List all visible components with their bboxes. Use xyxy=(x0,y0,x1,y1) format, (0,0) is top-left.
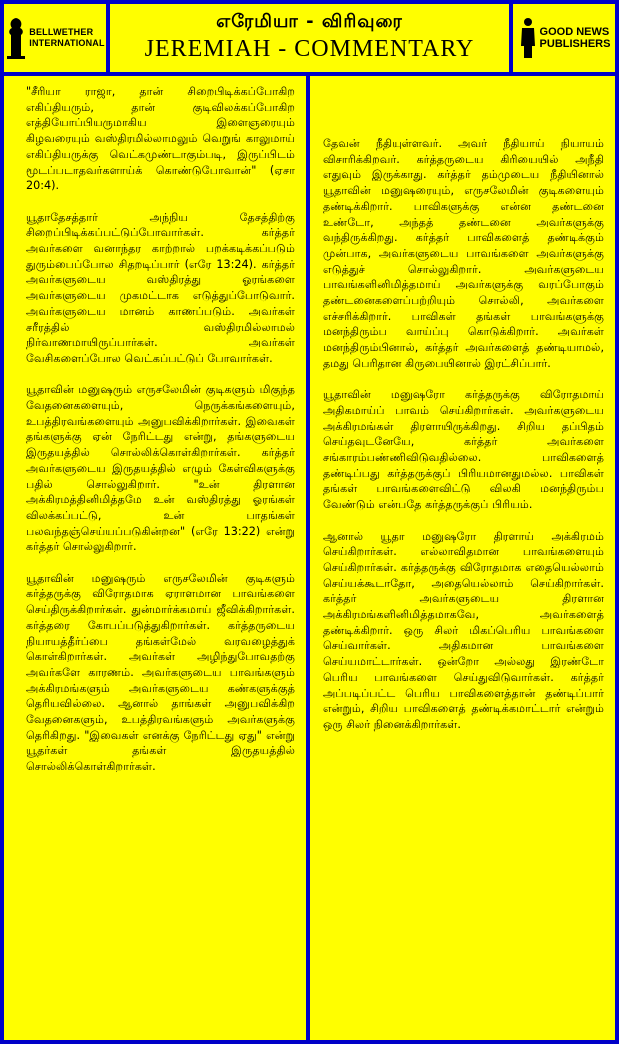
publisher-figure-icon xyxy=(518,16,538,60)
logo-left-line2: INTERNATIONAL xyxy=(29,38,105,48)
left-paragraph-4: யூதாவின் மனுஷரும் எருசலேமின் குடிகளும் கர்த்தருக்கு விரோதமாக ஏராளமான பாவங்களை செய்திருக்கிறார்கள். துன்மார்க்கமாய் ஜீவிக்கிறார்கள். கர்த்தரை கோபப்படுத்துகிறார்கள். கர்த்தருடைய நியாயத்தீர்ப்பை தங்கள்மேல் வரவழைத்துக் கொள்கிறார்கள். அவர்கள் அழிந்துபோவதற்கு அவர்களே காரணம். அவர்களுடைய பாவங்களும் அக்கிரமங்களும் அவர்களுடைய கண்களுக்குத் தெரியவில்லை. ஆனால் தாங்கள் அனுபவிக்கிற வேதனைகளும், உபத்திரவங்களும் அவர்களுக்கு தெரிகிறது. "இவைகள் எனக்கு நேரிட்டது ஏது" என்று யூதர்கள் தங்கள் இருதயத்தில் சொல்லிக்கொள்கிறார்கள். xyxy=(26,571,295,774)
good-news-logo xyxy=(513,4,615,72)
logo-right-line1: GOOD NEWS xyxy=(539,26,610,38)
bellwether-logo xyxy=(4,4,106,72)
right-paragraph-2: யூதாவின் மனுஷரோ கர்த்தருக்கு விரோதமாய் அதிகமாய்ப் பாவம் செய்கிறார்கள். அவர்களுடைய அக்கிரமங்கள் திரளாயிருக்கிறது. சிறிய தப்பிதம் செய்தவுடனேயே, கர்த்தர் அவர்களை சங்காரம்பண்ணிவிடுவதில்லை. பாவிகளைத் தண்டிப்பது கர்த்தருக்குப் பிரியமானதுமல்ல. பாவிகள் தங்கள் பாவங்களைவிட்டு விலகி மனந்திரும்ப வேண்டும் என்பதே கர்த்தருக்குப் பிரியம். xyxy=(323,388,604,512)
right-column xyxy=(310,76,615,1040)
title-tamil: எரேமியா - விரிவுரை xyxy=(216,11,403,32)
logo-right-line2: PUBLISHERS xyxy=(539,38,611,50)
logo-left-line1: BELLWETHER xyxy=(29,27,94,37)
right-paragraph-1: தேவன் நீதியுள்ளவர். அவர் நீதியாய் நியாயம் விசாரிக்கிறவர். கர்த்தருடைய கிரியையில் அநீதி எதுவும் இருக்காது. கர்த்தர் தம்முடைய நீதியினால் யூதாவின் மனுஷரையும், எருசலேமின் குடிகளையும் தண்டிக்கிறார். பாவிகளுக்கு என்ன தண்டனை உண்டோ, அந்தத் தண்டனை அவர்களுக்கு வந்திருக்கிறது. கர்த்தர் பாவிகளைத் தண்டிக்கும் முன்பாக, அவர்களுடைய பாவங்களை அவர்களுக்கு எடுத்துச் சொல்லுகிறார். அவர்களுடைய பாவங்களினிமித்தமாய் அவர்களுக்கு வரப்போகும் தண்டனைகளைப்பற்றியும் சொல்லி, அவர்களை எச்சரிக்கிறார். பாவிகள் தங்கள் பாவங்களுக்கு மனந்திரும்ப வாய்ப்பு கொடுக்கிறார். அவர்கள் மனந்திரும்பினால், கர்த்தர் அவர்களைத் தண்டியாமல், தமது பெரிதான கிருபையினால் இரட்சிப்பார். xyxy=(323,137,604,370)
bellwether-ram-icon xyxy=(5,16,27,60)
header-title xyxy=(110,4,509,72)
left-paragraph-1: "சீரியா ராஜா, தான் சிறைபிடிக்கப்போகிற எகிப்தியரும், தான் குடிவிலக்கப்போகிற எத்தியோப்பியருமாகிய இளைஞரையும் கிழவரையும் வஸ்திரமில்லாமலும் வெறுங் காலுமாய் எகிப்தியருக்கு வெட்கமுண்டாகும்படி, இருப்பிடம் மூடப்படாதவர்களாய்க் கொண்டுபோவான்" (ஏசா 20:4). xyxy=(26,85,295,193)
title-english: JEREMIAH - COMMENTARY xyxy=(144,36,475,62)
right-paragraph-3: ஆனால் யூதா மனுஷரோ திரளாய் அக்கிரமம் செய்கிறார்கள். எல்லாவிதமான பாவங்களையும் செய்கிறார்கள். கர்த்தருக்கு விரோதமாக எதையெல்லாம் செய்யக்கூடாதோ, அதையெல்லாம் செய்கிறார்கள். கர்த்தர் அவர்களுடைய திரளான அக்கிரமங்களினிமித்தமாகவே, அவர்களைத் தண்டிக்கிறார். ஒரு சிலர் மிகப்பெரிய பாவங்களை செய்வார்கள். அதிகமான பாவங்களை செய்யமாட்டார்கள். ஒன்றோ அல்லது இரண்டோ பெரிய பாவங்களை செய்துவிடுவார்கள். கர்த்தர் அப்படிப்பட்ட பெரிய பாவிகளைத்தான் தண்டிப்பார் என்றும், சிறிய பாவிகளைத் தண்டிக்கமாட்டார் என்றும் ஒரு சிலர் நினைக்கிறார்கள். xyxy=(323,529,604,731)
left-paragraph-2: யூதாதேசத்தார் அந்நிய தேசத்திற்கு சிறைப்பிடிக்கப்பட்டுப்போவார்கள். கர்த்தர் அவர்களை வனாந்தர காற்றால் பறக்கடிக்கப்படும் துரும்பைப்போல சிதறடிப்பார் (எரே 13:24). கர்த்தர் அவர்களுடைய வஸ்திரத்து ஓரங்களை அவர்களுடைய முகமட்டாக எடுத்துப்போடுவார். அவர்களுடைய மானம் காணப்படும். அவர்கள் சரீரத்தில் வஸ்திரமில்லாமல் நிர்வாணமாயிருப்பார்கள். அவர்கள் வேசிகளைப்போல வெட்கப்பட்டுப் போவார்கள். xyxy=(26,210,295,365)
left-paragraph-3: யூதாவின் மனுஷரும் எருசலேமின் குடிகளும் மிகுந்த வேதனைகளையும், நெருக்கங்களையும், உபத்திரவங்களையும் அனுபவிக்கிறார்கள். இவைகள் தங்களுக்கு ஏன் நேரிட்டது என்று, தங்களுடைய இருதயத்தில் சொல்லிக்கொள்கிறார்கள். கர்த்தர் அவர்களுடைய இருதயத்தில் எழும் கேள்விகளுக்கு பதில் சொல்லுகிறார். "உன் திரளான அக்கிரமத்தினிமித்தமே உன் வஸ்திரத்து ஓரங்கள் விலக்கப்பட்டு, உன் பாதங்கள் பலவந்தஞ்செய்யப்படுகின்றன" (எரே 13:22) என்று கர்த்தர் சொல்லுகிறார். xyxy=(26,383,295,554)
left-column xyxy=(4,76,306,1040)
